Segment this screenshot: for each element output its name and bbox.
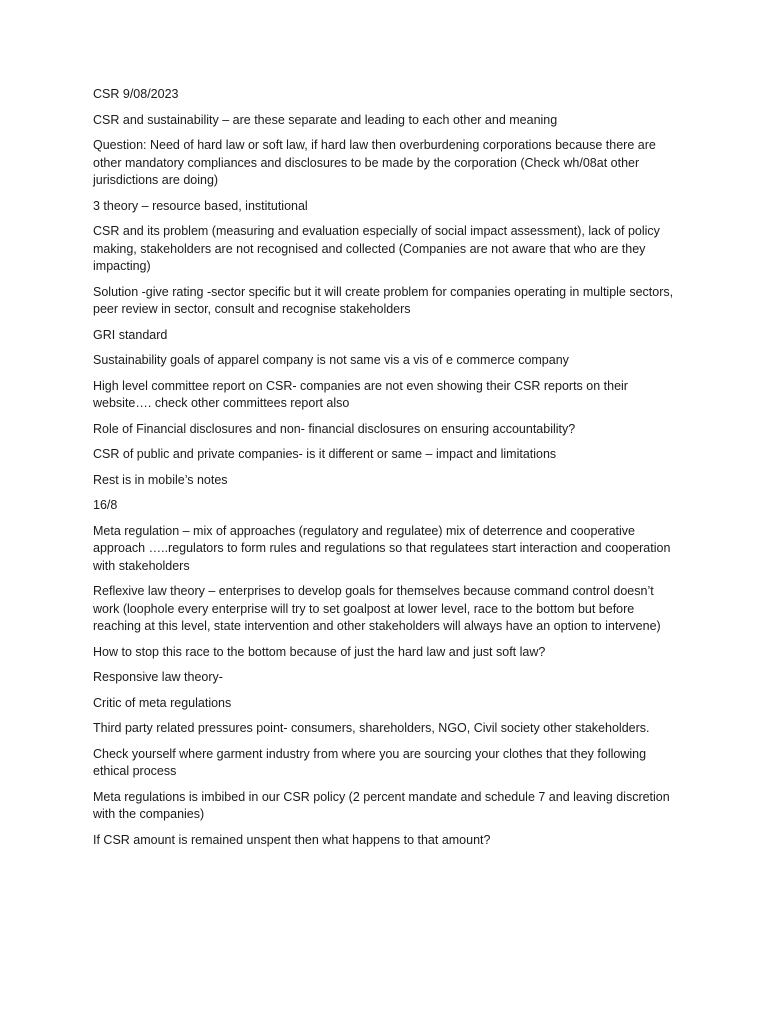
note-paragraph: 3 theory – resource based, institutional [93,198,308,213]
note-paragraph: Meta regulations is imbibed in our CSR policy (2 percent mandate and schedule 7 and leaving discretion with the companies) [93,789,670,821]
note-paragraph: How to stop this race to the bottom because of just the hard law and just soft law? [93,644,546,659]
note-paragraph: Solution -give rating -sector specific but it will create problem for companies operating in multiple sectors, peer review in sector, consult and recognise stakeholders [93,284,674,316]
note-date-heading: CSR 9/08/2023 [93,87,179,101]
note-paragraph: Sustainability goals of apparel company is not same vis a vis of e commerce company [93,353,569,367]
note-paragraph: Check yourself where garment industry from where you are sourcing your clothes that they following ethical process [93,746,647,778]
note-paragraph: Meta regulation – mix of approaches (regulatory and regulatee) mix of deterrence and cooperative approach …..regulators to form rules and regulations so that regulatees start interaction and cooperation with stakeholders [93,523,671,573]
note-paragraph: CSR and sustainability – are these separate and leading to each other and meaning [93,112,558,127]
note-paragraph: CSR and its problem (measuring and evaluation especially of social impact assessment), lack of policy making, stakeholders are not recognised and collected (Companies are not aware that who are they impacting) [93,224,660,273]
note-paragraph: Responsive law theory- [93,670,223,684]
note-paragraph: Role of Financial disclosures and non- financial disclosures on ensuring accountability? [93,421,576,436]
note-paragraph: GRI standard [93,327,168,342]
note-paragraph: High level committee report on CSR- companies are not even showing their CSR reports on their website…. check other committees report also [93,378,628,410]
note-date-heading: 16/8 [93,498,118,512]
note-paragraph: If CSR amount is remained unspent then what happens to that amount? [93,832,491,847]
note-paragraph: Reflexive law theory – enterprises to develop goals for themselves because command control doesn’t work (loophole every enterprise will try to set goalpost at lower level, race to the bottom but before reaching at this level, state intervention and other stakeholders will always have an option to intervene) [93,584,661,633]
note-paragraph: Critic of meta regulations [93,695,232,710]
note-paragraph: Question: Need of hard law or soft law, if hard law then overburdening corporations because there are other mandatory compliances and disclosures to be made by the corporation (Check wh/08at other jurisdictions are doing) [93,138,656,187]
note-paragraph: Rest is in mobile’s notes [93,472,228,487]
note-paragraph: CSR of public and private companies- is it different or same – impact and limitations [93,447,557,461]
note-paragraph: Third party related pressures point- consumers, shareholders, NGO, Civil society other stakeholders. [93,721,650,735]
